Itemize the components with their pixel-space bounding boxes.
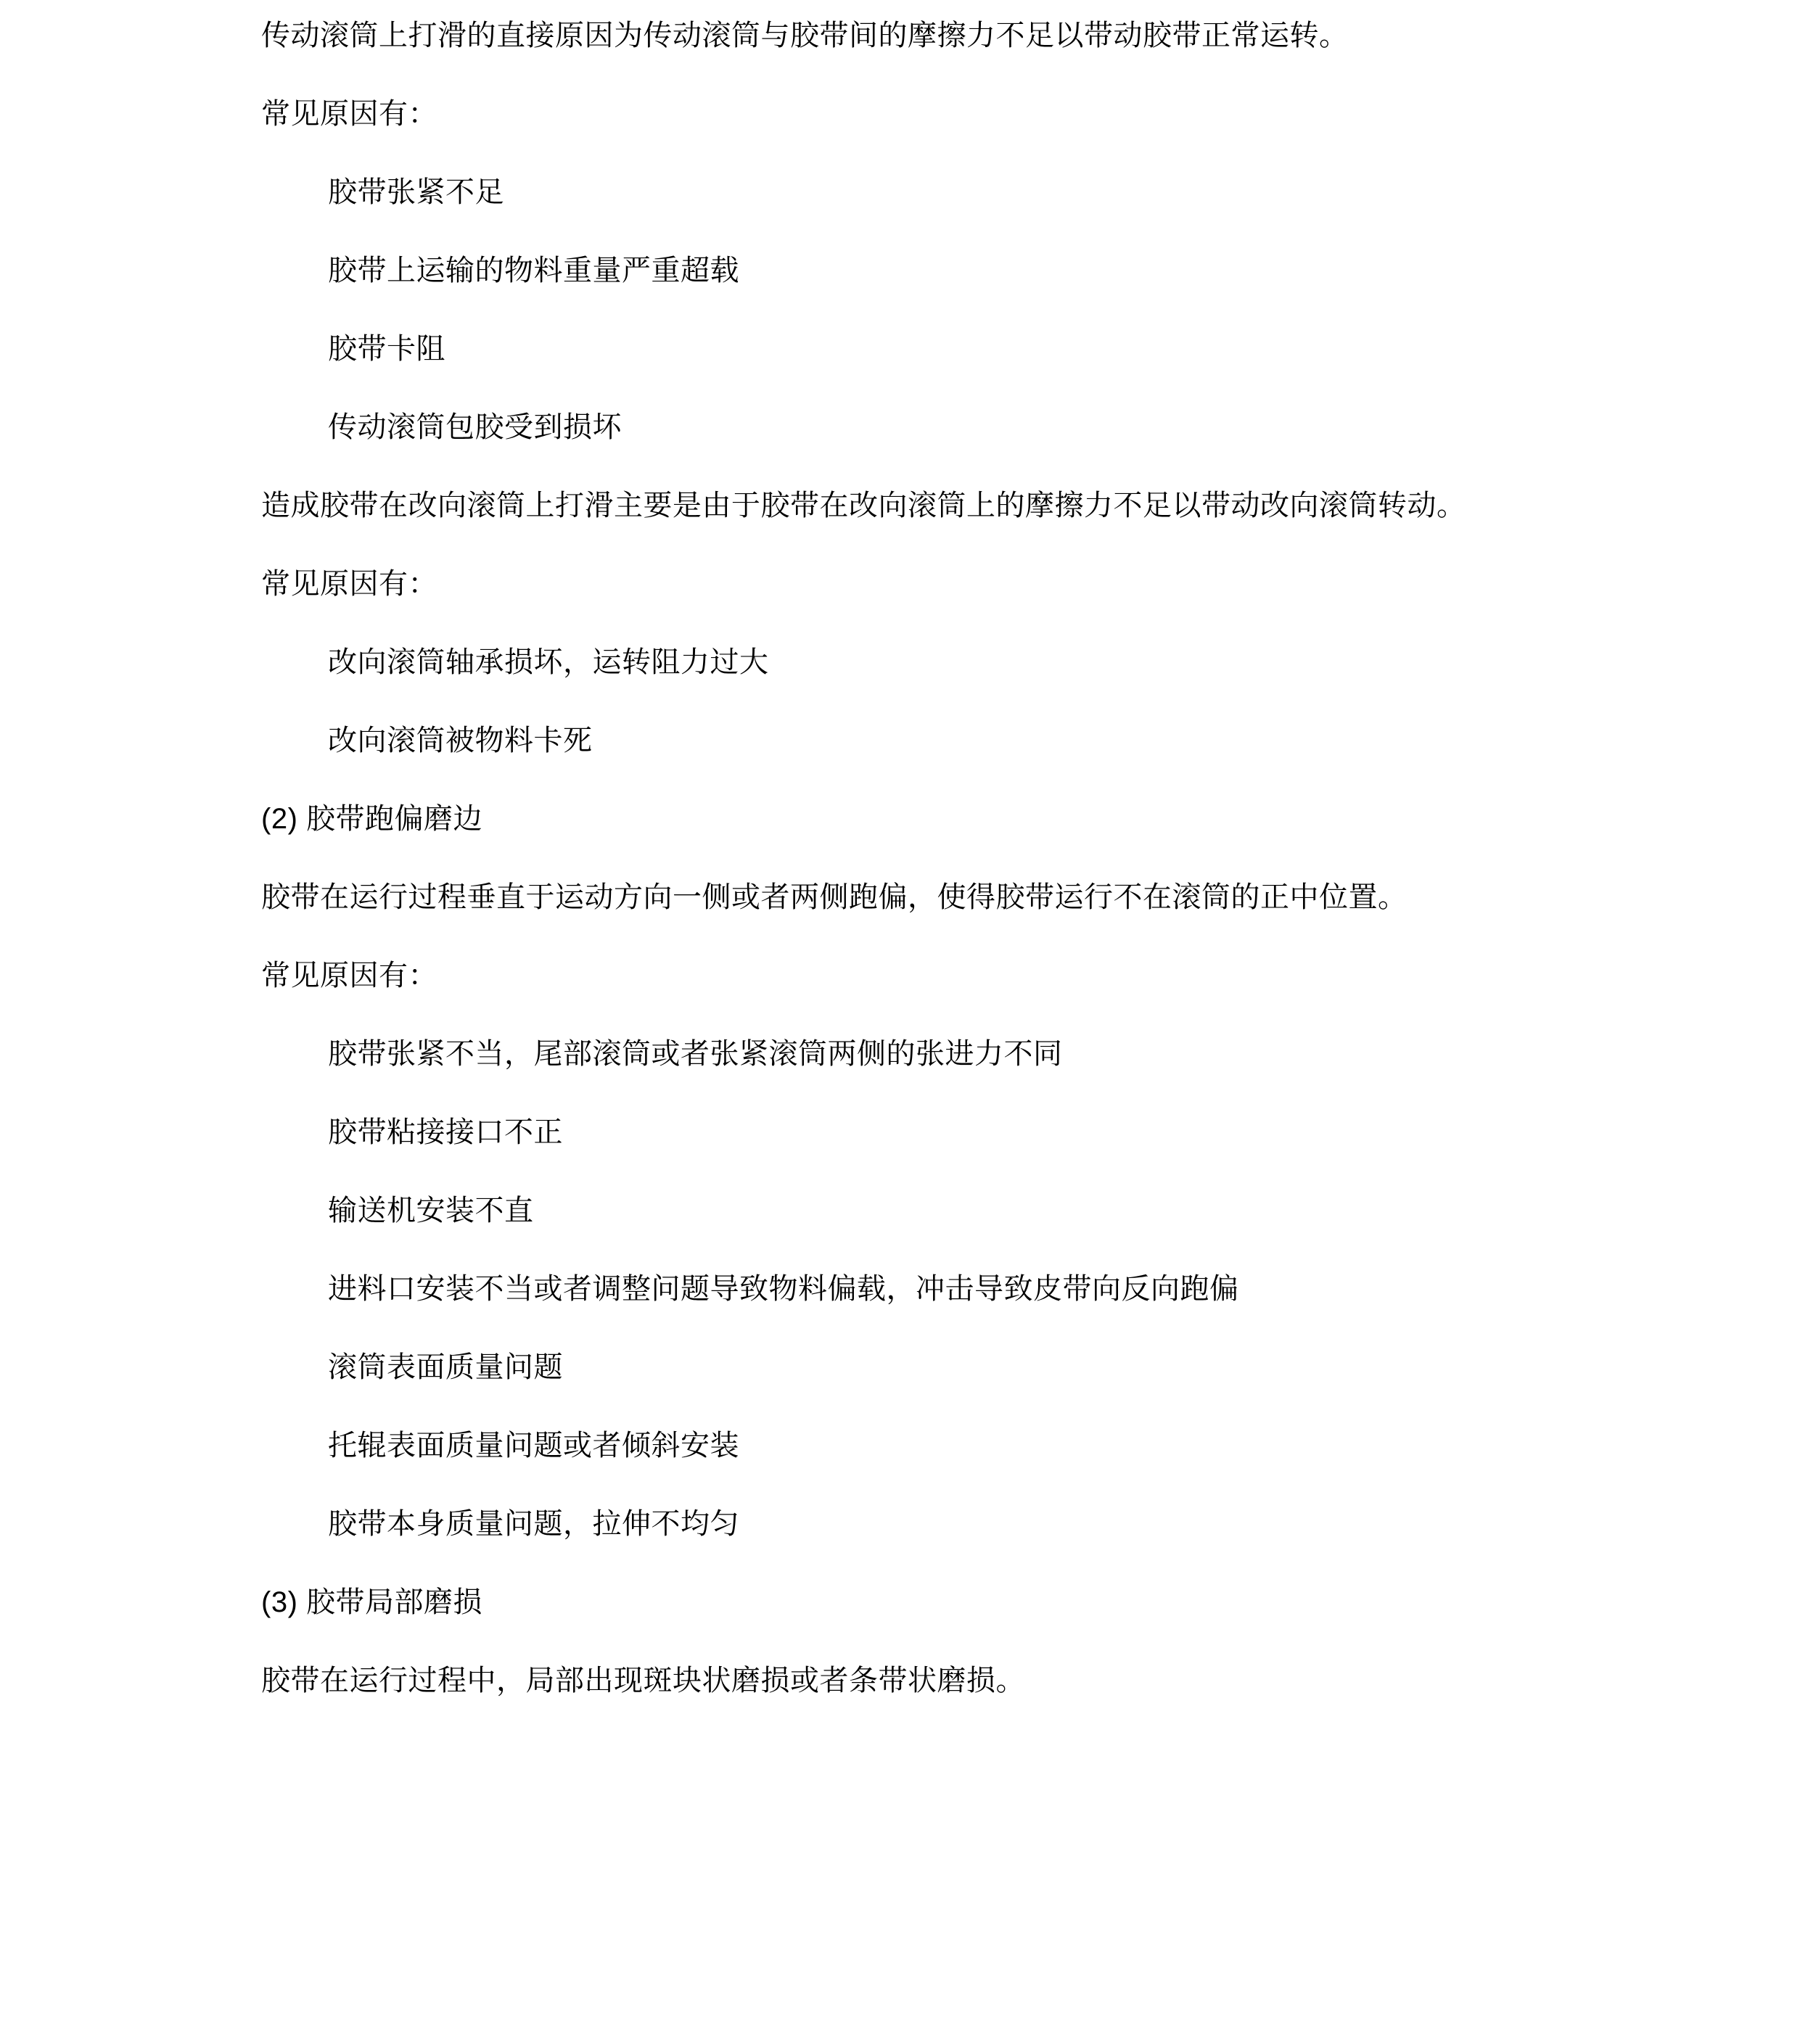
- list-item-cause-3-3: 输送机安装不直: [328, 1195, 534, 1227]
- paragraph-common-causes-label-3: 常见原因有：: [261, 960, 437, 992]
- list-item-cause-1-1: 胶带张紧不足: [328, 176, 504, 208]
- paragraph-section-3-intro: 胶带在运行过程中，局部出现斑块状磨损或者条带状磨损。: [261, 1665, 1025, 1697]
- list-item-cause-2-1: 改向滚筒轴承损坏，运转阻力过大: [328, 646, 769, 678]
- paragraph-intro-bend-pulley-slip: 造成胶带在改向滚筒上打滑主要是由于胶带在改向滚筒上的摩擦力不足以带动改向滚筒转动。: [261, 490, 1466, 522]
- paragraph-common-causes-label-1: 常见原因有：: [261, 98, 437, 130]
- list-item-cause-3-2: 胶带粘接接口不正: [328, 1116, 563, 1148]
- paragraph-section-2-intro: 胶带在运行过程垂直于运动方向一侧或者两侧跑偏，使得胶带运行不在滚筒的正中位置。: [261, 881, 1407, 913]
- list-item-cause-3-1: 胶带张紧不当，尾部滚筒或者张紧滚筒两侧的张进力不同: [328, 1038, 1063, 1070]
- section-heading-3: (3) 胶带局部磨损: [261, 1586, 482, 1618]
- list-item-cause-1-4: 传动滚筒包胶受到损坏: [328, 411, 622, 443]
- paragraph-common-causes-label-2: 常见原因有：: [261, 568, 437, 600]
- list-item-cause-3-4: 进料口安装不当或者调整问题导致物料偏载，冲击导致皮带向反向跑偏: [328, 1273, 1239, 1305]
- list-item-cause-3-5: 滚筒表面质量问题: [328, 1351, 563, 1383]
- list-item-cause-1-2: 胶带上运输的物料重量严重超载: [328, 255, 739, 287]
- paragraph-intro-drive-pulley-slip: 传动滚筒上打滑的直接原因为传动滚筒与胶带间的摩擦力不足以带动胶带正常运转。: [261, 20, 1349, 51]
- list-item-cause-3-7: 胶带本身质量问题，拉伸不均匀: [328, 1508, 739, 1540]
- section-heading-2: (2) 胶带跑偏磨边: [261, 803, 482, 835]
- list-item-cause-2-2: 改向滚筒被物料卡死: [328, 725, 593, 757]
- list-item-cause-1-3: 胶带卡阻: [328, 333, 445, 365]
- list-item-cause-3-6: 托辊表面质量问题或者倾斜安装: [328, 1430, 739, 1462]
